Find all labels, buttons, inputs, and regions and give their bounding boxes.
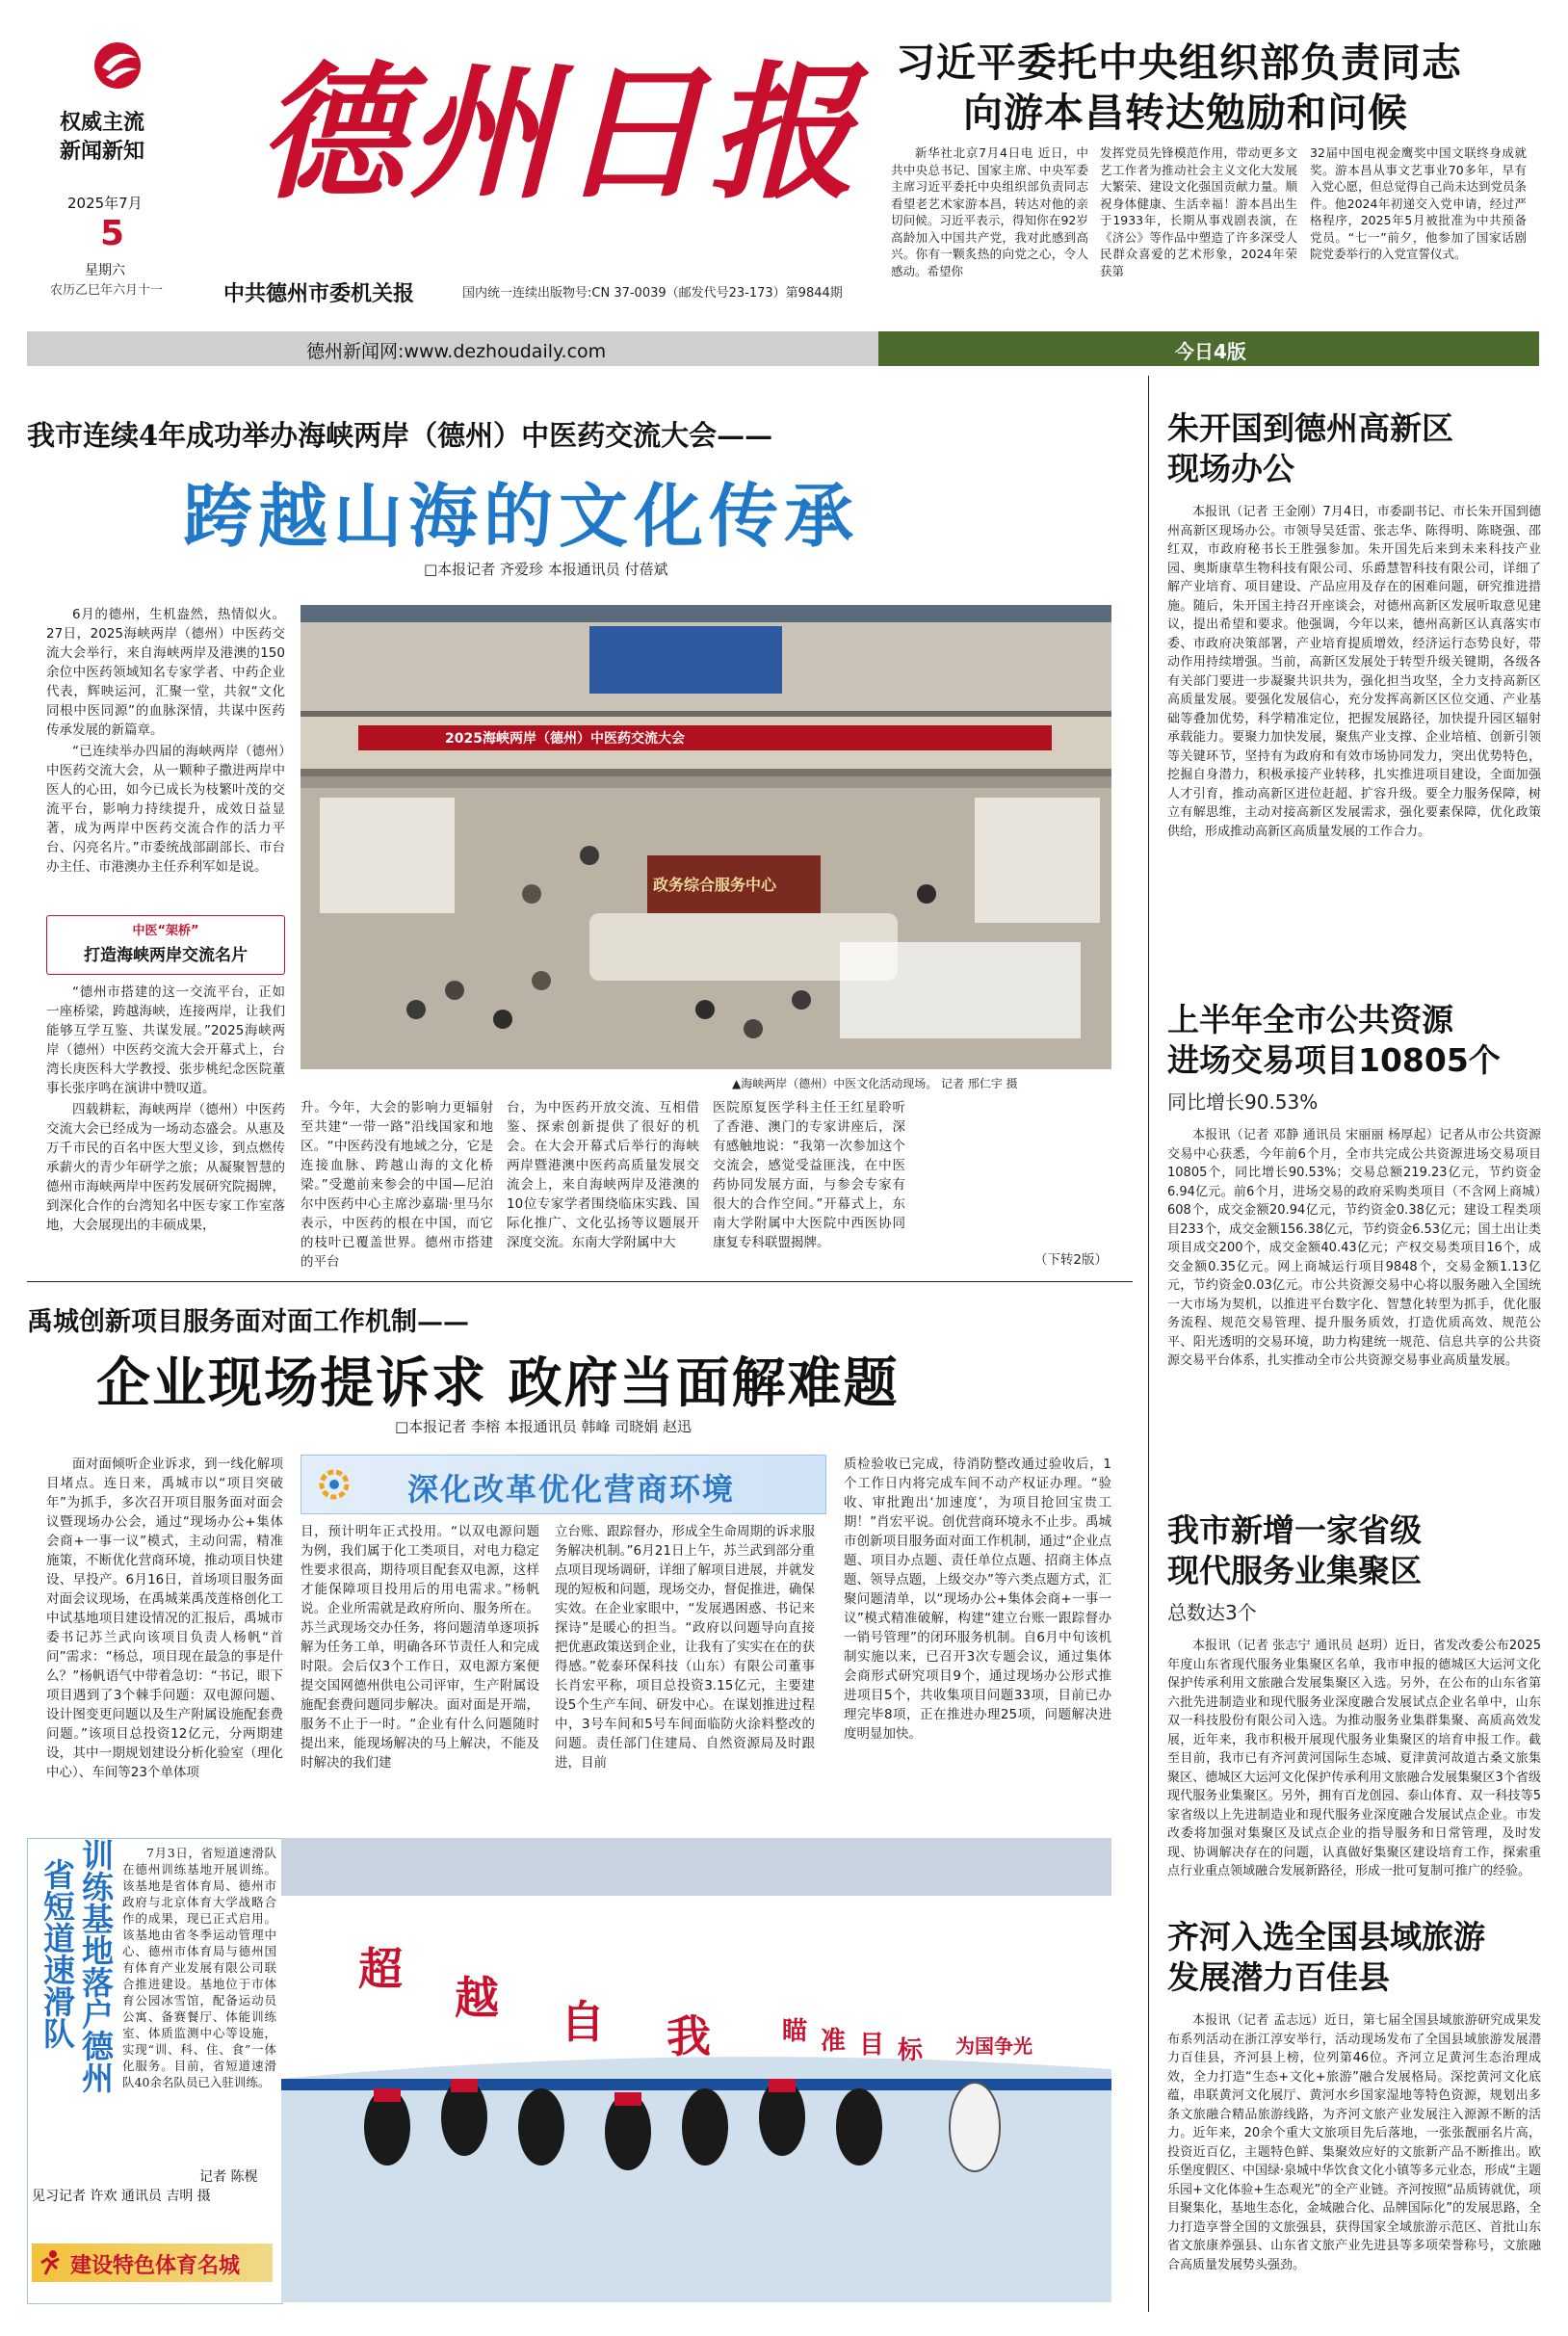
right-story-3 bbox=[1167, 1510, 1541, 1980]
column-divider bbox=[1148, 376, 1149, 2312]
sports-box bbox=[27, 1838, 283, 2304]
top-story-col2: 发挥党员先锋模范作用，带动更多文艺工作者为推动社会主义文化大发展大繁荣、建设文化强国贡献力量。顺祝身体健康、生活幸福！游本昌出生于1933年，长期从事戏剧表演，在《济公》等作品中塑造了许多深受人民群众喜爱的艺术形象，2024年荣获第 bbox=[1100, 145, 1297, 278]
second-col2: 目，预计明年正式投用。“以双电源问题为例，我们属于化工类项目，对电力稳定性要求很高，期待项目配套双电源，这样才能保障项目投用后的用电需求。”杨帆说。企业所需就是政府所向、服务所在。苏兰武现场交办任务，将问题清单逐项拆解为任务工单，明确各环节责任人和完成时限。会后仅3个工作日，双电源方案便提交国网德州供电公司评审，生产附属设施配套费问题同步解决。面对面是开端，服务不止于一时。“企业有什么问题随时提出来，能现场解决的马上解决，不能及时解决的我们建 bbox=[301, 1524, 539, 1771]
right-story-2 bbox=[1167, 1000, 1541, 1521]
second-col1: 面对面倾听企业诉求，到一线化解项目堵点。连日来，禹城市以“项目突破年”为抓手，多次召开项目服务面对面会议暨现场办公会，通过“现场办公+集体会商+一事一议”模式，主动问需，精准施策，不断优化营商环境，推动项目快建设、早投产。6月16日，首场项目服务面对面会议现场，在禹城莱禹茂莲格创化工中试基地项目建设情况的汇报后，禹城市委书记苏兰武向该项目负责人杨帆“首问”需求：“杨总，项目现在最急的事是什么？”杨帆语气中带着急切：“书记，眼下项目遇到了3个棘手问题：双电源问题、设计图变更问题以及生产附属设施配套费问题。”该项目总投资12亿元，分两期建设，其中一期规划建设分析化验室（理化中心）、车间等23个单体项 bbox=[46, 1457, 283, 1780]
sports-headline2: 省短道速滑队 bbox=[39, 1858, 76, 2049]
website-link[interactable]: 德州新闻网:www.dezhoudaily.com bbox=[306, 341, 607, 362]
top-story-col1: 新华社北京7月4日电 近日，中共中央总书记、国家主席、中央军委主席习近平委托中央组织部负责同志看望老艺术家游本昌，转达对他的亲切问候。习近平表示，得知你在92岁高龄加入中国共产党，我对此感到高兴。你有一颗炙热的向党之心，令人感动。希望你 bbox=[891, 145, 1088, 278]
right-story-1-text: 本报讯（记者 王金刚）7月4日，市委副书记、市长朱开国到德州高新区现场办公。市领导吴廷雷、张志华、陈得明、陈晓强、邵红双，市政府秘书长王胜强参加。朱开国先后来到未来科技产业园、奥斯康草生物科技有限公司、乐爵慧智科技有限公司，详细了解产业培育、项目建设、产品应用及存在的困难问题，研究推进措施。随后，朱开国主持召开座谈会，对德州高新区发展听取意见建议，提出希望和要求。他强调，今年以来，德州高新区认真落实市委、市政府决策部署，产业培育提质增效，经济运行态势良好，带动作用持续增强。当前，高新区发展处于转型升级关键期，各级各有关部门要进一步凝聚共识共为，强化担当攻坚，全力支持高新区高质量发展。要强化发展信心，充分发挥高新区区位交通、产业基础等叠加优势，科学精准定位，把握发展路径，加快提升园区辐射承载能力。要聚力加快发展，聚焦产业支撑、企业培植、创新引领等关键环节，坚持有为政府和有效市场协同发力，突出优势特色，挖掘自身潜力，积极承接产业转移，扎实推进项目建设，全面加强人才引育，推动高新区进位赶超、扩容升级。要全力服务保障，树立有解思维，主动对接高新区发展需求，强化要素保障，优化政策供给，形成推动高新区高质量发展的工作合力。 bbox=[1167, 505, 1541, 839]
lead-subhead-box bbox=[46, 915, 285, 975]
lead-photo-banner: 2025海峡两岸（德州）中医药交流大会 bbox=[445, 731, 685, 747]
second-col4: 质检验收已完成，待消防整改通过验收后，1个工作日内将完成车间不动产权证办理。“验收、审批跑出‘加速度’，为项目抢回宝贵工期！”肖宏平说。创优营商环境永不止步。禹城市创新项目服务面对面工作机制，通过“企业点题、项目办点题、责任单位点题、招商主体点题、领导点题，上级交办”等六类点题方式，汇聚问题清单，以“现场办公+集体会商+一事一议”模式精准破解，构建“建立台账一跟踪督办一销号管理”的闭环服务机制。自6月中旬该机制实施以来，已召开3次专题会议，通过集体会商形式研究项目9个，通过现场办公形式推进项目5个，共收集项目问题33项，目前已办理完毕8项，正在推进办理25项，问题解决进度明显加快。 bbox=[844, 1457, 1111, 1742]
right-story-1-title-1: 朱开国到德州高新区 bbox=[1167, 409, 1453, 447]
lead-para: “已连续举办四届的海峡两岸（德州）中医药交流大会，从一颗种子撒进两岸中医人的心田，如今已成长为枝繁叶茂的交流平台，影响力持续提升，成效日益显著，成为两岸中医药交流合作的活力平台、闪亮名片。”市委统战部副部长、市台办主任、市港澳办主任乔利军如是说。 bbox=[46, 744, 285, 875]
right-story-4-title-1: 齐河入选全国县域旅游 bbox=[1167, 1918, 1485, 1955]
lead-col2: 升。今年，大会的影响力更辐射至共建“一带一路”沿线国家和地区。“中医药没有地域之分，它是连接血脉、跨越山海的文化桥梁。”受邀前来参会的中国—尼泊尔中医药中心主席沙嘉瑞·里马尔表示，中医药的根在中国，而它的枝叶已覆盖世界。德州市搭建的平台 bbox=[301, 1100, 493, 1270]
sports-credit: 见习记者 许欢 通讯员 吉明 摄 bbox=[32, 2189, 211, 2204]
sports-credit-label: 记者 陈榥 bbox=[199, 2169, 258, 2185]
right-story-1 bbox=[1167, 408, 1541, 1038]
second-kicker: 禹城创新项目服务面对面工作机制—— bbox=[27, 1307, 469, 1337]
lead-para: 四载耕耘，海峡两岸（德州）中医药交流大会已经成为一场动态盛会。从惠及万千市民的百名中医大型义诊，到点燃传承薪火的青少年研学之旅；从凝聚智慧的德州市海峡两岸中医药发展研究院揭牌，到深化合作的台湾知名中医专家工作室落地，大会展现出的丰硕成果， bbox=[46, 1102, 285, 1233]
second-banner bbox=[301, 1455, 826, 1514]
top-story-col3: 32届中国电视金鹰奖中国文联终身成就奖。游本昌从事文艺事业70多年，早有入党心愿，但总觉得自己尚未达到党员条件。他2024年初递交入党申请，经过严格程序，2025年5月被批准为中共预备党员。“七一”前夕，他参加了国家话剧院党委举行的入党宣誓仪式。 bbox=[1310, 145, 1527, 261]
lead-col3: 台，为中医药开放交流、互相借鉴、探索创新提供了很好的机会。在大会开幕式后举行的海峡两岸暨港澳中医药高质量发展交流会上，来自海峡两岸及港澳的10位专家学者围绕临床实践、国际化推广、文化弘扬等议题展开深度交流。东南大学附属中大 bbox=[507, 1100, 699, 1250]
second-banner-text: 深化改革优化营商环境 bbox=[407, 1471, 736, 1508]
right-story-2-subtitle: 同比增长90.53% bbox=[1167, 1090, 1319, 1114]
right-story-4-title-2: 发展潜力百佳县 bbox=[1167, 1958, 1390, 1996]
lead-jump: （下转2版） bbox=[1033, 1252, 1108, 1268]
today-pages-label: 今日4版 bbox=[1175, 340, 1246, 363]
sports-photo bbox=[281, 1838, 1111, 2302]
right-story-1-title-2: 现场办公 bbox=[1167, 450, 1294, 487]
right-story-3-title-2: 现代服务业集聚区 bbox=[1167, 1552, 1422, 1589]
date-day: 5 bbox=[100, 214, 125, 253]
lead-kicker: 我市连续4年成功举办海峡两岸（德州）中医药交流大会—— bbox=[27, 419, 773, 452]
publication-info: 国内统一连续出版物号:CN 37-0039（邮发代号23-173）第9844期 bbox=[462, 286, 843, 301]
sports-badge-text: 建设特色体育名城 bbox=[70, 2254, 241, 2278]
newspaper-logo-icon bbox=[89, 39, 146, 92]
lead-subhead-kicker: 中医“架桥” bbox=[132, 924, 199, 938]
lead-col1-bottom bbox=[46, 983, 285, 1272]
second-col3: 立台账、跟踪督办，形成全生命周期的诉求服务解决机制。”6月21日上午，苏兰武到部分重点项目现场调研，详细了解项目进展，并就发现的短板和问题，现场交办，督促推进，确保实效。在企业家眼中，“发展遇困惑、书记来探诗”是暖心的担当。“政府以问题导向直接把优惠政策送到企业，让我有了实实在在的获得感。”乾泰环保科技（山东）有限公司董事长肖宏平称，项目总投资3.15亿元，主要建设5个生产车间、研发中心。在谋划推进过程中，3号车间和5号车间面临防火涂料整改的问题。责任部门住建局、自然资源局及时跟进，目前 bbox=[555, 1524, 815, 1771]
top-headline-line2: 向游本昌转达勉励和问候 bbox=[963, 90, 1408, 136]
runner-icon bbox=[38, 2249, 65, 2276]
organ-label: 中共德州市委机关报 bbox=[223, 282, 415, 306]
gear-icon bbox=[315, 1465, 353, 1504]
lead-photo-sign: 政务综合服务中心 bbox=[653, 876, 777, 894]
sports-slogan2-4: 标 bbox=[898, 2036, 924, 2065]
right-story-2-title-1: 上半年全市公共资源 bbox=[1167, 1001, 1453, 1038]
slogan-line1: 权威主流 bbox=[60, 111, 145, 135]
right-story-2-title-2: 进场交易项目10805个 bbox=[1167, 1041, 1501, 1079]
sports-headline: 训练基地落户德州 bbox=[77, 1839, 115, 2093]
sports-text: 7月3日，省短道速滑队在德州训练基地开展训练。该基地是省体育局、德州市政府与北京体育大学战略合作的成果，现已正式启用。该基地由省冬季运动管理中心、德州市体育局与德州国有体育产业发展有限公司联合推进建设。基地位于市体育公园冰雪馆，配备运动员公寓、备赛餐厅、体能训练室、体质监测中心等设施，实现“训、科、住、食”一体化服务。目前，省短道速滑队40余名队员已入驻训练。 bbox=[122, 1846, 276, 2089]
right-story-4-text: 本报讯（记者 孟志远）近日，第七届全国县域旅游研究成果发布系列活动在浙江淳安举行，活动现场发布了全国县域旅游发展潜力百佳县，齐河县上榜，位列第46位。齐河立足黄河生态治理成效，全力打造“生态+文化+旅游”融合发展格局。深挖黄河文化底蕴，串联黄河文化展厅、黄河水乡国家湿地等特色资源，规划出多条文旅融合精品旅游线路，为齐河文旅产业发展注入源源不断的活力。近年来，20余个重大文旅项目先后落地，一张张靓丽名片高，投资近百亿，主题特色鲜、集聚效应好的文旅新产品不断推出。欧乐堡度假区、中国绿·泉城中华饮食文化小镇等多元业态，形成“主题乐园+文化体验+生态观光”的全产业链。齐河按照“品质铸就优，项目聚集化，基地生态化，金城融合化、品牌国际化”的发展思路，全力打造享誉全国的文旅强县，获得国家全域旅游示范区、首批山东省文旅康养强县、山东省文旅产业先进县等多项荣誉称号，文旅融合高质量发展势头强劲。 bbox=[1167, 2013, 1541, 2272]
sports-slogan2-2: 准 bbox=[821, 2027, 847, 2056]
newspaper-title: 德州日报 bbox=[258, 46, 859, 219]
lead-para: “德州市搭建的这一交流平台，正如一座桥梁，跨越海峡，连接两岸，让我们能够互学互鉴、共谋发展。”2025海峡两岸（德州）中医药交流大会开幕式上，台湾长庚医科大学教授、张步桃纪念医院董事长张序鸣在演讲中赞叹道。 bbox=[46, 984, 285, 1096]
lead-byline: □本报记者 齐爱珍 本报通讯员 付蓓斌 bbox=[424, 561, 668, 578]
lead-photo bbox=[301, 605, 1111, 1069]
right-story-4 bbox=[1167, 1917, 1541, 2310]
top-headline-line1: 习近平委托中央组织部负责同志 bbox=[896, 39, 1462, 86]
sports-slogan-1: 超 bbox=[358, 1943, 403, 1995]
date-year-month: 2025年7月 bbox=[67, 195, 143, 212]
right-story-2-text: 本报讯（记者 邓静 通讯员 宋丽丽 杨厚起）记者从市公共资源交易中心获悉，今年前6个月，全市共完成公共资源进场交易项目10805个，同比增长90.53%；交易总额219.23亿元，节约资金6.94亿元。前6个月，进场交易的政府采购类项目（不含网上商城）608个，成交金额20.94亿元，节约资金0.38亿元；建设工程类项目233个，成交金额156.38亿元，节约资金6.53亿元；国土出让类项目成交200个，成交金额40.43亿元；产权交易类项目16个，成交金额0.35亿元。网上商城运行项目9848个，交易金额1.13亿元，节约资金0.03亿元。市公共资源交易中心将以服务融入全国统一大市场为契机，以推进平台数字化、智慧化转型为抓手，优化服务流程、规范交易管理、提升服务质效，打造优质高效、规范公平、阳光透明的交易环境，助力构建统一规范、信息共享的公共资源交易平台体系，扎实推动全市公共资源交易事业高质量发展。 bbox=[1167, 1128, 1541, 1368]
sports-slogan-2: 越 bbox=[455, 1972, 499, 2024]
lead-headline: 跨越山海的文化传承 bbox=[183, 476, 860, 557]
right-story-3-subtitle: 总数达3个 bbox=[1167, 1601, 1257, 1624]
lead-para: 6月的德州，生机盎然，热情似火。27日，2025海峡两岸（德州）中医药交流大会举行，来自海峡两岸及港澳的150余位中医药领域知名专家学者、中药企业代表，辉映运河，汇聚一堂，共叙“文化同根中医同源”的血脉深情，共谋中医药传承发展的新篇章。 bbox=[46, 607, 285, 738]
lead-col1-top bbox=[46, 605, 285, 915]
lead-bottom-rule bbox=[27, 1281, 1133, 1282]
date-lunar: 农历乙巳年六月十一 bbox=[50, 283, 164, 298]
sports-badge bbox=[32, 2244, 273, 2282]
slogan-line2: 新闻新知 bbox=[60, 140, 145, 164]
sports-slogan-4: 我 bbox=[666, 2010, 711, 2062]
second-byline: □本报记者 李榕 本报通讯员 韩峰 司晓娟 赵迅 bbox=[395, 1418, 693, 1435]
sports-slogan2-3: 目 bbox=[859, 2031, 885, 2060]
date-weekday: 星期六 bbox=[85, 263, 125, 278]
right-story-3-text: 本报讯（记者 张志宁 通讯员 赵玥）近日，省发改委公布2025年度山东省现代服务业集聚区名单，我市申报的德城区大运河文化保护传承利用文旅融合发展集聚区入选。另外，在公布的山东省第六批先进制造业和现代服务业深度融合发展试点企业名单中，山东双一科技股份有限公司入选。为推动服务业集群集聚、高质高效发展，近年来，我市积极开展现代服务业集聚区的培育申报工作。截至目前，我市已有齐河黄河国际生态城、夏津黄河故道古桑文旅集聚区、德城区大运河文化保护传承利用文旅融合发展集聚区3个省级现代服务业集聚区。另外，拥有百龙创园、泰山体育、双一科技等5家省级以上先进制造业和现代服务业深度融合发展试点企业。市发改委将加强对集聚区及试点企业的指导服务和日常管理，及时发现、协调解决存在的问题，认真做好集聚区建设培育工作，探索重点行业重点领域融合发展新路径，形成一批可复制可推广的经验。 bbox=[1167, 1639, 1541, 1878]
sports-slogan2-1: 瞄 bbox=[782, 2017, 808, 2046]
sports-slogan-3: 自 bbox=[561, 1996, 605, 2048]
masthead bbox=[0, 0, 1568, 328]
lead-col4: 医院原复医学科主任王红星聆听了香港、澳门的专家讲座后，深有感触地说：“我第一次参加这个交流会，感觉受益匪浅，在中医药协同发展方面，与参会专家有很大的合作空间。”开幕式上，东南大学附属中大医院中西医协同康复专科联盟揭牌。 bbox=[713, 1100, 905, 1250]
second-headline: 企业现场提诉求 政府当面解难题 bbox=[96, 1352, 900, 1415]
right-story-3-title-1: 我市新增一家省级 bbox=[1167, 1511, 1422, 1549]
sports-slogan3: 为国争光 bbox=[955, 2034, 1032, 2058]
lead-subhead-title: 打造海峡两岸交流名片 bbox=[84, 946, 248, 965]
lead-photo-caption: ▲海峡两岸（德州）中医文化活动现场。 记者 邢仁宇 摄 bbox=[732, 1077, 1018, 1090]
